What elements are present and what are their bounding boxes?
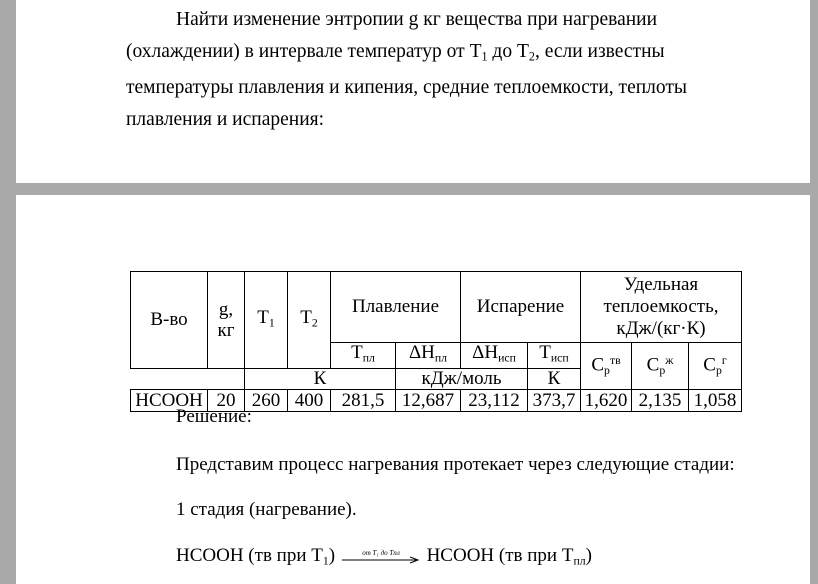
cp-zh-superscript: ж: [665, 354, 674, 368]
page-1: [16, 0, 810, 183]
problem-intro: Найти изменение энтропии g кг вещества при нагревании (охлаждении) в интервале температур от: [126, 9, 658, 62]
sub-cp-g: [689, 343, 742, 390]
eq-right: HCOOH (тв при T: [426, 545, 574, 566]
col-t1: [245, 272, 288, 369]
dhisp-symbol: ΔН: [472, 342, 499, 363]
cell-substance: HCOOH: [131, 390, 208, 412]
solution-line-1: Представим процесс нагревания протекает через следующие стадии:: [176, 454, 735, 475]
cell-g: 20: [208, 390, 245, 412]
cp-zh-symbol: C: [646, 354, 660, 376]
tisp-subscript: исп: [550, 351, 569, 365]
cell-tisp: 373,7: [528, 390, 581, 412]
sub-cp-tv: [581, 343, 632, 390]
problem-to: до: [487, 41, 517, 62]
cp-g-symbol: C: [703, 354, 716, 376]
col-t2-symbol: T: [300, 306, 312, 328]
tisp-symbol: T: [539, 342, 551, 363]
sub-tisp: [528, 343, 581, 369]
tpl-symbol: T: [351, 342, 363, 363]
col-melting: Плавление: [331, 272, 461, 343]
cp-zh-subscript: p: [659, 364, 666, 378]
cp-g-subscript: p: [715, 364, 722, 378]
t1-subscript: 1: [481, 49, 488, 64]
reaction-arrow-icon: [340, 547, 422, 567]
cell-t2: 400: [288, 390, 331, 412]
sub-tpl: [331, 343, 396, 369]
solution-line-2: 1 стадия (нагревание).: [176, 499, 357, 520]
col-evaporation: Испарение: [461, 272, 581, 343]
cell-cp-tv: 1,620: [581, 390, 632, 412]
t2-symbol: T: [516, 41, 529, 62]
cell-tpl: 281,5: [331, 390, 396, 412]
reaction-equation: [176, 545, 592, 568]
col-heat-capacity: Удельная теплоемкость, кДж/(кг·К): [581, 272, 742, 343]
col-g: g, кг: [208, 272, 245, 369]
cp-tv-subscript: p: [604, 364, 610, 378]
cell-cp-zh: 2,135: [632, 390, 689, 412]
col-t2-subscript: 2: [311, 315, 318, 329]
col-t1-symbol: T: [257, 306, 269, 328]
unit-k-2: К: [528, 369, 581, 390]
cell-t1: 260: [245, 390, 288, 412]
tpl-subscript: пл: [362, 351, 375, 365]
problem-rest: , если известны температуры плавления и кипения, средние теплоемкости, теплоты плавления и испарения:: [126, 41, 688, 131]
col-t2: [288, 272, 331, 369]
unit-kj-mol: кДж/моль: [396, 369, 528, 390]
sub-dhisp: [461, 343, 528, 369]
t1-symbol: T: [469, 41, 482, 62]
problem-statement: [126, 4, 766, 136]
data-table: [130, 271, 742, 412]
arrow-label: от T₁ до Tпл: [362, 548, 400, 557]
eq-left: HCOOH (тв при T: [176, 545, 323, 566]
cp-g-superscript: г: [721, 354, 727, 368]
eq-left-close: ): [328, 545, 336, 566]
page-2: [16, 195, 810, 584]
dhpl-subscript: пл: [434, 351, 448, 365]
sub-dhpl: [396, 343, 461, 369]
col-t1-subscript: 1: [268, 315, 275, 329]
eq-right-close: ): [585, 545, 592, 566]
dhisp-subscript: исп: [498, 351, 516, 365]
eq-right-subscript: пл: [573, 554, 586, 568]
dhpl-symbol: ΔН: [408, 342, 435, 363]
unit-k: К: [245, 369, 396, 390]
t2-subscript: 2: [528, 49, 535, 64]
cell-cp-g: 1,058: [689, 390, 742, 412]
col-substance: В-во: [131, 272, 208, 369]
cp-tv-symbol: C: [591, 354, 605, 376]
units-empty: [131, 369, 245, 390]
sub-cp-zh: [632, 343, 689, 390]
cell-dhisp: 23,112: [461, 390, 528, 412]
cp-tv-superscript: тв: [609, 354, 621, 368]
cell-dhpl: 12,687: [396, 390, 461, 412]
solution-heading: Решение:: [176, 406, 252, 427]
eq-left-subscript: 1: [322, 554, 329, 568]
